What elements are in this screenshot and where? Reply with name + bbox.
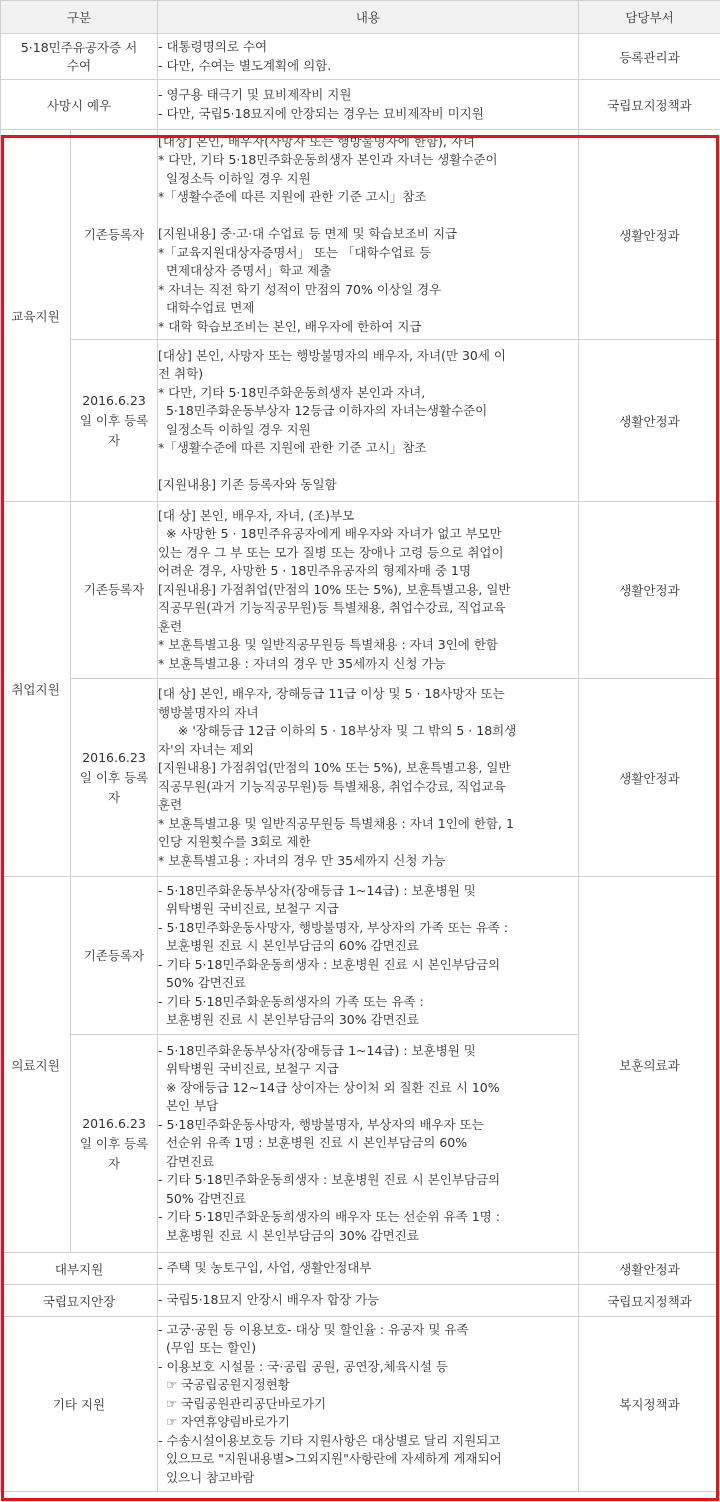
- content-line: 행방불명자의 자녀: [158, 704, 259, 720]
- header-category: 구분: [1, 1, 158, 34]
- content-line: ※ '장해등급 12급 이하의 5 · 18부상자 및 그 밖의 5 · 18희생: [158, 723, 517, 738]
- content-line: 보훈병원 진료 시 본인부담금의 30% 감면진료: [158, 1227, 419, 1243]
- content-education-existing: [158, 130, 579, 340]
- content-line: * 다만, 기타 5·18민주화운동희생자 본인과 자녀는 생활수준이: [158, 152, 498, 168]
- content-medical-existing: [158, 877, 579, 1035]
- content-line: 선순위 유족 1명 : 보훈병원 진료 시 본인부담금의 60%: [158, 1135, 468, 1151]
- content-line: ☞ 국공립공원지정현황: [158, 1377, 290, 1393]
- category-death: 사망시 예우: [1, 80, 158, 130]
- content-employment-new: [158, 679, 579, 877]
- content-line: [지원내용] 가점취업(만점의 10% 또는 5%), 보훈특별고용, 일반: [158, 581, 511, 597]
- content-line: 어려운 경우, 사망한 5 · 18민주유공자의 형제자매 중 1명: [158, 563, 472, 579]
- content-line: * 보훈특별고용 : 자녀의 경우 만 35세까지 신청 가능: [158, 852, 446, 868]
- content-line: * 자녀는 직전 학기 성적이 만점의 70% 이상일 경우: [158, 281, 442, 297]
- content-line: - 5·18민주화운동부상자(장애등급 1~14급) : 보훈병원 및: [158, 882, 476, 898]
- content-line: - 기타 5·18민주화운동희생자의 배우자 또는 선순위 유족 1명 :: [158, 1209, 500, 1225]
- content-line: - 5·18민주화운동사망자, 행방불명자, 부상자의 가족 또는 유족 :: [158, 919, 509, 935]
- content-line: 인당 지원횟수를 3회로 제한: [158, 834, 311, 849]
- content-line: - 기타 5·18민주화운동희생자의 가족 또는 유족 :: [158, 993, 424, 1009]
- content-line: * 보훈특별고용 및 일반직공무원등 특별채용 : 자녀 3인에 한함: [158, 637, 499, 653]
- content-line: 훈련: [158, 797, 183, 812]
- content-line: 50% 감면진료: [158, 975, 247, 990]
- table-row-loan: [1, 1253, 720, 1285]
- content-death: [158, 80, 579, 130]
- content-line: [대상] 본인, 사망자 또는 행방불명자의 배우자, 자녀(만 30세 이: [158, 347, 506, 363]
- content-line: - 다만, 국립5·18묘지에 안장되는 경우는 묘비제작비 미지원: [158, 105, 484, 121]
- content-line: - 기타 5·18민주화운동희생자 : 보훈병원 진료 시 본인부담금의: [158, 956, 501, 972]
- content-line: 위탁병원 국비진료, 보철구 지급: [158, 901, 339, 916]
- content-line: - 고궁·공원 등 이용보호- 대상 및 할인율 : 유공자 및 유족: [158, 1321, 469, 1337]
- category-loan: 대부지원: [1, 1253, 158, 1285]
- content-line: [지원내용] 가점취업(만점의 10% 또는 5%), 보훈특별고용, 일반: [158, 760, 511, 775]
- content-loan: [158, 1253, 579, 1285]
- content-line: *「생활수준에 따른 지원에 관한 기준 고시」참조: [158, 189, 427, 205]
- department-other: 복지정책과: [579, 1317, 720, 1492]
- subcategory-medical-existing: 기존등록자: [71, 877, 158, 1035]
- content-line: 위탁병원 국비진료, 보철구 지급: [158, 1061, 339, 1077]
- content-line: 5·18민주화운동부상자 12등급 이하자의 자녀는생활수준이: [158, 403, 488, 418]
- table-row-death: [1, 80, 720, 130]
- department-loan: 생활안정과: [579, 1253, 720, 1285]
- content-line: 자'의 자녀는 제외: [158, 741, 254, 757]
- content-line: ※ 장애등급 12~14급 상이자는 상이처 외 질환 진료 시 10%: [158, 1079, 500, 1095]
- content-line: 일정소득 이하일 경우 지원: [158, 421, 311, 437]
- header-content: 내용: [158, 1, 579, 34]
- content-line: 보훈병원 진료 시 본인부담금의 60% 감면진료: [158, 938, 419, 953]
- content-line: [대 상] 본인, 배우자, 장해등급 11급 이상 및 5 · 18사망자 또는: [158, 686, 505, 701]
- content-line: 면제대상자 증명서」학교 제출: [158, 263, 332, 279]
- table-row-education-new: [1, 340, 720, 502]
- content-other: [158, 1317, 579, 1492]
- table-row-employment-new: [1, 679, 720, 877]
- content-certificate: [158, 34, 579, 80]
- department-medical: 보훈의료과: [579, 877, 720, 1253]
- department-certificate: 등록관리과: [579, 34, 720, 80]
- content-line: - 주택 및 농토구입, 사업, 생활안정대부: [158, 1260, 372, 1276]
- content-line: 본인 부담: [158, 1098, 219, 1114]
- department-employment-existing: 생활안정과: [579, 502, 720, 679]
- content-line: 감면진료: [158, 1153, 215, 1169]
- content-line: 대학수업료 면제: [158, 300, 255, 316]
- table-row-other: [1, 1317, 720, 1492]
- category-education: 교육지원: [1, 130, 71, 502]
- header-row: [1, 1, 720, 34]
- category-other: 기타 지원: [1, 1317, 158, 1492]
- content-line: - 수송시설이용보호등 기타 지원사항은 대상별로 달리 지원되고: [158, 1432, 501, 1448]
- content-line: *「생활수준에 따른 지원에 관한 기준 고시」참조: [158, 440, 427, 455]
- category-employment: 취업지원: [1, 502, 71, 877]
- category-certificate: 5·18민주유공자증 서수여: [1, 34, 158, 80]
- content-line: * 대학 학습보조비는 본인, 배우자에 한하여 지급: [158, 318, 422, 334]
- content-line: - 5·18민주화운동사망자, 행방불명자, 부상자의 배우자 또는: [158, 1116, 484, 1132]
- content-line: ☞ 자연휴양림바로가기: [158, 1414, 290, 1430]
- content-line: - 국립5·18묘지 안장시 배우자 합장 가능: [158, 1292, 380, 1308]
- content-line: 직공무원(과거 기능직공무원)등 특별채용, 취업수강료, 직업교육: [158, 600, 506, 616]
- content-line: 있는 경우 그 부 또는 모가 질병 또는 장애나 고령 등으로 취업이: [158, 544, 504, 560]
- subcategory-employment-existing: 기존등록자: [71, 502, 158, 679]
- content-line: 50% 감면진료: [158, 1190, 247, 1206]
- content-line: [지원내용] 기존 등록자와 동일함: [158, 477, 337, 492]
- content-line: * 보훈특별고용 및 일반직공무원등 특별채용 : 자녀 1인에 한함, 1: [158, 815, 514, 831]
- table-row-medical-existing: [1, 877, 720, 1035]
- content-line: 훈련: [158, 618, 183, 634]
- content-education-new: [158, 340, 579, 502]
- content-medical-new: [158, 1035, 579, 1253]
- subcategory-medical-new: 2016.6.23일 이후 등록자: [71, 1035, 158, 1253]
- content-line: - 이용보호 시설물 : 국·공립 공원, 공연장,체육시설 등: [158, 1358, 448, 1374]
- content-line: [지원내용] 중·고·대 수업료 등 면제 및 학습보조비 지급: [158, 226, 458, 242]
- content-line: [158, 207, 578, 226]
- content-line: 있으므로 "지원내용별>그외지원"사항란에 자세하게 게재되어: [158, 1451, 502, 1467]
- subcategory-education-existing: 기존등록자: [71, 130, 158, 340]
- department-education-new: 생활안정과: [579, 340, 720, 502]
- content-line: - 대통령명의로 수여: [158, 39, 268, 54]
- content-line: ※ 사망한 5 · 18민주유공자에게 배우자와 자녀가 없고 부모만: [158, 526, 502, 542]
- content-line: (무임 또는 할인): [158, 1340, 257, 1356]
- content-line: 직공무원(과거 기능직공무원)등 특별채용, 취업수강료, 직업교육: [158, 778, 506, 794]
- subcategory-education-new: 2016.6.23일 이후 등록자: [71, 340, 158, 502]
- content-cemetery: [158, 1285, 579, 1317]
- content-line: - 5·18민주화운동부상자(장애등급 1~14급) : 보훈병원 및: [158, 1042, 476, 1058]
- department-education-existing: 생활안정과: [579, 130, 720, 340]
- subcategory-employment-new: 2016.6.23일 이후 등록자: [71, 679, 158, 877]
- content-line: 일정소득 이하일 경우 지원: [158, 170, 311, 186]
- content-line: - 다만, 수여는 별도계획에 의함.: [158, 57, 332, 73]
- content-line: *「교육지원대상자증명서」 또는 「대학수업료 등: [158, 244, 432, 260]
- content-line: 있으니 참고바람: [158, 1469, 255, 1485]
- content-line: * 다만, 기타 5·18민주화운동희생자 본인과 자녀,: [158, 384, 426, 400]
- header-department: 담당부서: [579, 1, 720, 34]
- content-line: 보훈병원 진료 시 본인부담금의 30% 감면진료: [158, 1012, 419, 1027]
- department-death: 국립묘지정책과: [579, 80, 720, 130]
- department-cemetery: 국립묘지정책과: [579, 1285, 720, 1317]
- content-line: - 영구용 태극기 및 묘비제작비 지원: [158, 87, 352, 102]
- content-line: * 보훈특별고용 : 자녀의 경우 만 35세까지 신청 가능: [158, 655, 446, 671]
- content-line: [대상] 본인, 배우자(사망자 또는 행방불명자에 한함), 자녀: [158, 133, 475, 149]
- content-employment-existing: [158, 502, 579, 679]
- table-row-certificate: [1, 34, 720, 80]
- category-cemetery: 국립묘지안장: [1, 1285, 158, 1317]
- content-line: [대 상] 본인, 배우자, 자녀, (조)부모: [158, 507, 355, 523]
- department-employment-new: 생활안정과: [579, 679, 720, 877]
- content-line: ☞ 국립공원관리공단바로가기: [158, 1395, 327, 1411]
- table-row-cemetery: [1, 1285, 720, 1317]
- content-line: 전 취학): [158, 366, 204, 381]
- content-line: [158, 458, 578, 477]
- table-row-education-existing: [1, 130, 720, 340]
- content-line: - 기타 5·18민주화운동희생자 : 보훈병원 진료 시 본인부담금의: [158, 1172, 501, 1188]
- category-medical: 의료지원: [1, 877, 71, 1253]
- table-row-employment-existing: [1, 502, 720, 679]
